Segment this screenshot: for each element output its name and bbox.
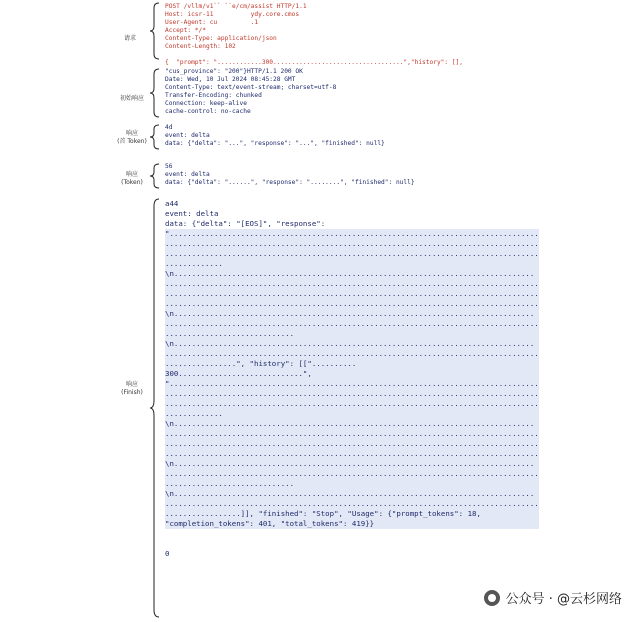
code-line [165, 539, 539, 549]
code-line: ............................. [165, 329, 539, 339]
label-initial-response [112, 95, 152, 103]
label-request [112, 35, 148, 43]
code-line: \n................................................................................. [165, 339, 539, 349]
code-line: a44 [165, 199, 179, 208]
label-request-text: 请求 [123, 35, 136, 42]
code-line: Date: Wed, 10 Jul 2024 08:45:28 GMT [165, 76, 296, 83]
code-line: "completion_tokens": 401, "total_tokens": 419}} [165, 519, 539, 529]
brace-response-token [148, 163, 160, 189]
code-line: { "prompt": "............300...................................","history": [], [165, 59, 464, 66]
watermark [484, 588, 622, 607]
label-response-finish [112, 381, 152, 397]
initial-response-block [165, 68, 336, 116]
code-line: ............................. [165, 479, 539, 489]
code-line: \n................................................................................. [165, 309, 539, 319]
label-response-first-token [112, 130, 152, 146]
code-line: .................................................................................... [165, 239, 539, 248]
code-line: Connection: keep-alive [165, 100, 247, 107]
label-response-token [112, 171, 152, 187]
code-line: data: {"delta": "[EOS]", "response": [165, 219, 326, 228]
code-line: Content-Length: 102 [165, 43, 236, 50]
code-line: ............. [165, 259, 539, 269]
code-line: cache-control: no-cache [165, 108, 251, 115]
label-response-first-line2: (首 Token) [117, 138, 147, 145]
brace-request [148, 2, 160, 60]
first-token-block [165, 124, 385, 148]
code-line: POST /vllm/v1`` ``e/cm/assist HTTP/1.1 [165, 3, 307, 10]
code-line: 0 [165, 549, 170, 558]
code-line: 56 [165, 163, 173, 170]
watermark-text: 公众号 · @云杉网络 [505, 592, 622, 607]
code-line: \n................................................................................. [165, 419, 539, 429]
code-line: data: {"delta": "...", "response": "...", "finished": null} [165, 140, 385, 147]
wechat-icon [484, 590, 500, 606]
code-line: .................................................................................... [165, 289, 539, 298]
code-line: 4d [165, 124, 173, 131]
code-line: event: delta [165, 171, 210, 178]
code-line: Accept: */* [165, 27, 206, 34]
label-response-token-line1: 响应 [125, 171, 138, 178]
code-line: .................................................................................... [165, 499, 539, 508]
code-line: .................................................................................... [165, 399, 539, 408]
brace-initial-response [148, 68, 160, 118]
code-line: ................", "history": [[".......... [165, 359, 539, 369]
code-line: .................................................................................... [165, 299, 539, 308]
request-block [165, 3, 463, 67]
label-response-token-line2: (Token) [121, 179, 143, 186]
label-response-finish-line2: (Finish) [121, 389, 143, 396]
finish-block [165, 199, 539, 559]
code-line: .................................................................................... [165, 249, 539, 258]
code-line: event: delta [165, 209, 219, 218]
code-line: Host: icsr-11 ydy.core.cmos [165, 11, 300, 18]
code-line: Content-Type: application/json [165, 35, 277, 42]
code-line: \n................................................................................. [165, 269, 539, 279]
code-line: .................................................................................... [165, 349, 539, 358]
code-line: .................................................................................... [165, 319, 539, 328]
code-line: event: delta [165, 132, 210, 139]
brace-response-first-token [148, 124, 160, 150]
code-line: Content-Type: text/event-stream; charset=utf-8 [165, 84, 337, 91]
label-response-finish-line1: 响应 [125, 381, 138, 388]
code-line: Transfer-Encoding: chunked [165, 92, 262, 99]
code-line: .................................................................................... [165, 279, 539, 288]
code-line: "cus_province": "200"}HTTP/1.1 200 OK [165, 68, 303, 75]
token-block [165, 163, 415, 187]
code-line [165, 51, 463, 59]
code-line: "................................................................................... [165, 379, 539, 388]
code-line: .................................................................................... [165, 439, 539, 448]
code-line: .................................................................................... [165, 389, 539, 398]
code-line: \n................................................................................. [165, 459, 539, 469]
label-response-first-line1: 响应 [125, 130, 138, 137]
code-line: \n................................................................................. [165, 489, 539, 499]
code-line: 300............................", [165, 369, 539, 379]
code-line: .................................................................................... [165, 449, 539, 458]
code-line: data: {"delta": "......", "response": "........", "finished": null} [165, 179, 415, 186]
code-line: .................]], "finished": "Stop", "Usage": {"prompt_tokens": 18, [165, 509, 539, 519]
code-line: .................................................................................... [165, 469, 539, 478]
code-line: .................................................................................... [165, 429, 539, 438]
brace-response-finish [148, 198, 160, 618]
code-line: "................................................................................... [165, 229, 539, 238]
code-line: ............. [165, 409, 539, 419]
label-initial-response-text: 初始响应 [119, 95, 144, 102]
code-line: User-Agent: cu .1 [165, 19, 259, 26]
code-line [165, 529, 539, 539]
